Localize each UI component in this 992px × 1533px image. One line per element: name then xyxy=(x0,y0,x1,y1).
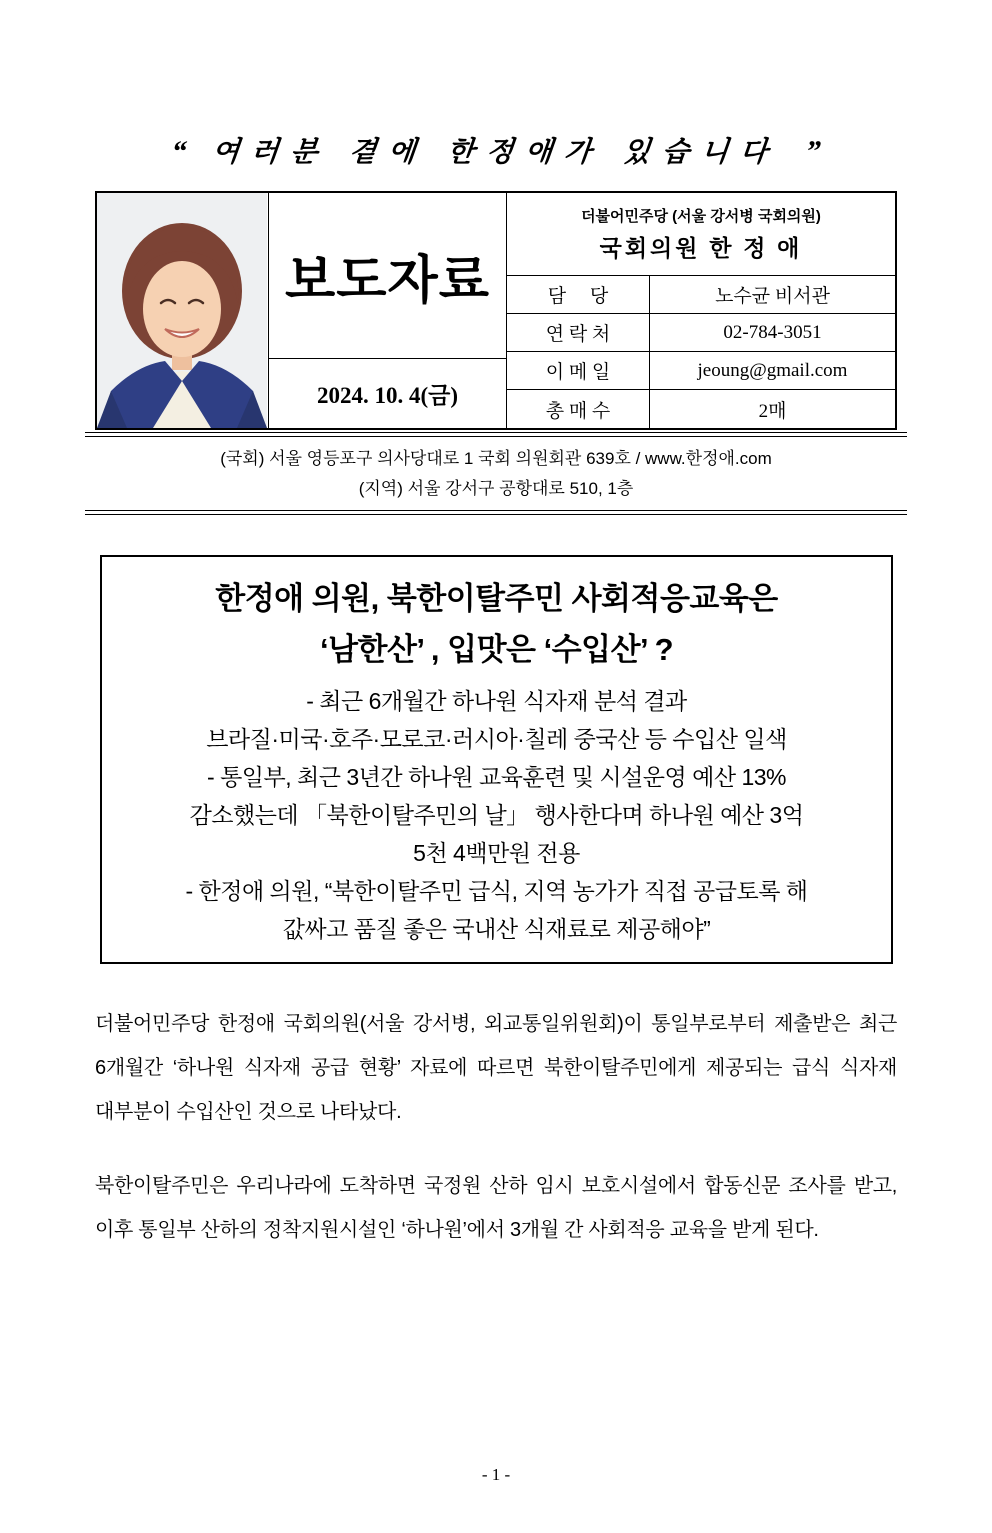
body-paragraph: 북한이탈주민은 우리나라에 도착하면 국정원 산하 임시 보호시설에서 합동신문 조사를 받고, 이후 통일부 산하의 정착지원시설인 ‘하나원’에서 3개월 간 사회적응 교육을 받게 된다. xyxy=(95,1175,897,1241)
page-count-value: 2매 xyxy=(758,400,787,422)
divider-rule xyxy=(85,510,907,515)
page-count-label: 총 매 수 xyxy=(507,390,650,428)
headline-sub-line: 브라질·미국·호주·모로코·러시아·칠레 중국산 등 수입산 일색 xyxy=(206,726,787,752)
contact-person-value: 노수균 비서관 xyxy=(715,286,830,307)
table-row xyxy=(507,314,895,352)
press-release-page xyxy=(0,130,992,1533)
doc-date: 2024. 10. 4(금) xyxy=(316,383,459,408)
headline-sub-line: - 한정애 의원, “북한이탈주민 급식, 지역 농가가 직접 공급토록 해 xyxy=(185,878,808,904)
party-line: 더불어민주당 (서울 강서병 국회의원) xyxy=(581,208,821,225)
headline-sub-line: 5천 4백만원 전용 xyxy=(413,840,580,866)
table-row xyxy=(507,390,895,428)
address-block xyxy=(0,437,992,510)
table-row xyxy=(507,352,895,390)
headline-sub-line: - 통일부, 최근 3년간 하나원 교육훈련 및 시설운영 예산 13% xyxy=(207,764,786,790)
headline-box xyxy=(100,555,893,964)
page-number: - 1 - xyxy=(481,1465,511,1484)
phone-value: 02-784-3051 xyxy=(723,321,822,343)
contact-person-label: 담 당 xyxy=(507,276,650,313)
headline-title-line: ‘남한산’ , 입맛은 ‘수입산’ ? xyxy=(319,632,674,667)
headline-sub-line: - 최근 6개월간 하나원 식자재 분석 결과 xyxy=(306,688,687,714)
headline-subtitle-block xyxy=(110,682,883,948)
body-paragraph: 더불어민주당 한정애 국회의원(서울 강서병, 외교통일위원회)이 통일부로부터 제출받은 최근 6개월간 ‘하나원 식자재 공급 현황’ 자료에 따르면 북한이탈주민에게 제공되는 급식 식자재 대부분이 수입산인 것으로 나타났다. xyxy=(95,1013,897,1123)
phone-label: 연 락 처 xyxy=(507,314,650,351)
open-quote-mark: “ xyxy=(169,135,189,168)
headline-sub-line: 값싸고 품질 좋은 국내산 식재료로 제공해야” xyxy=(282,916,711,942)
slogan-text: 여러분 곁에 한정애가 있습니다 xyxy=(210,136,781,167)
table-row xyxy=(507,276,895,314)
district-address-line: (지역) 서울 강서구 공항대로 510, 1층 xyxy=(358,479,634,498)
doc-type-cell xyxy=(269,193,506,359)
close-quote-mark: ” xyxy=(803,135,823,168)
slogan-banner xyxy=(0,130,992,170)
press-card-info-column xyxy=(507,193,895,428)
email-value: jeoung@gmail.com xyxy=(697,359,848,381)
headline-title-line: 한정애 의원, 북한이탈주민 사회적응교육은 xyxy=(215,581,778,616)
portrait-illustration xyxy=(97,193,267,428)
headline-sub-line: 감소했는데 「북한이탈주민의 날」 행사한다며 하나원 예산 3억 xyxy=(189,802,804,828)
assembly-address-line: (국회) 서울 영등포구 의사당대로 1 국회 의원회관 639호 / www.한정애.com xyxy=(220,449,772,468)
press-card-table xyxy=(95,191,897,430)
member-header-cell xyxy=(507,193,895,276)
doc-date-cell xyxy=(269,359,506,428)
email-label: 이 메 일 xyxy=(507,352,650,389)
portrait-photo xyxy=(97,193,269,428)
doc-type-title: 보도자료 xyxy=(285,252,490,310)
member-name-line: 국회의원 한 정 애 xyxy=(599,236,803,261)
press-card-middle-column xyxy=(269,193,507,428)
